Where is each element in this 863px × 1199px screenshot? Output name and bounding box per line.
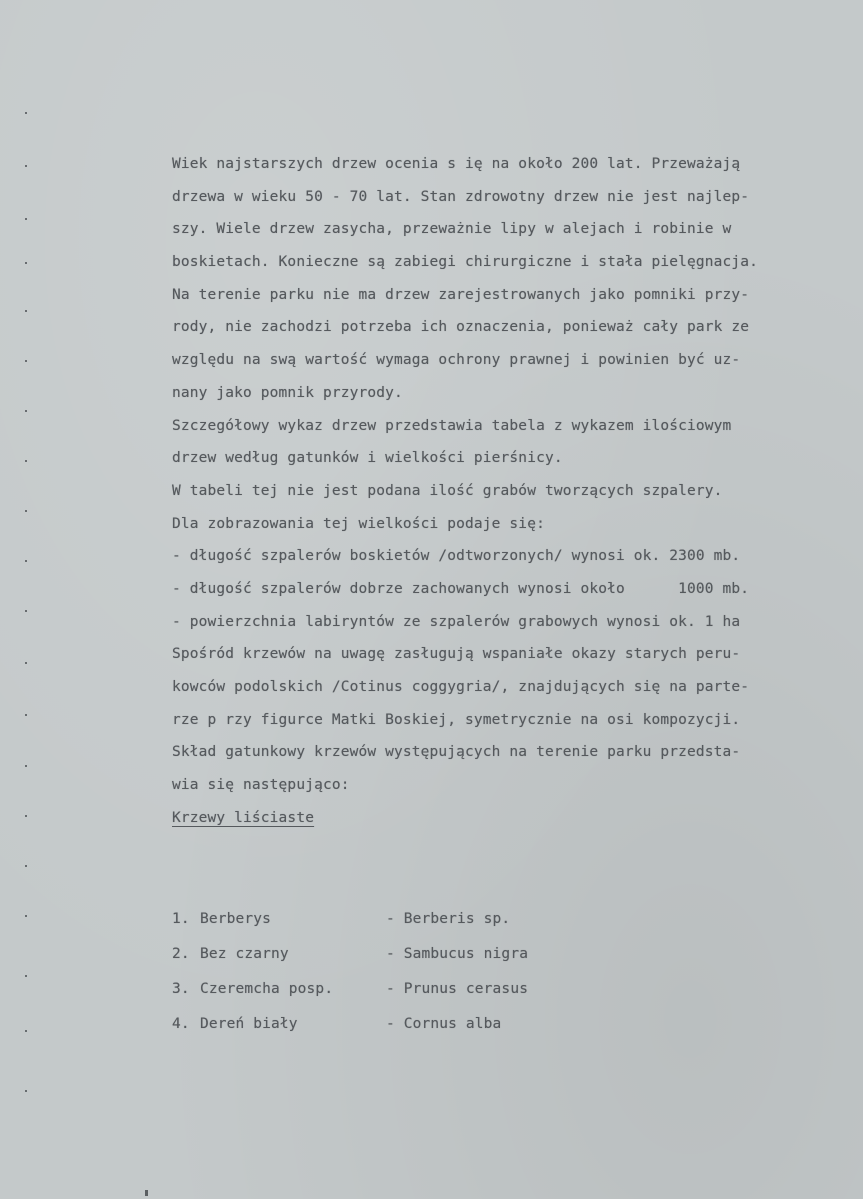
list-item-polish-name: Berberys [200,911,272,927]
list-item-latin-name: - Sambucus nigra [386,946,529,962]
margin-mark [25,560,27,562]
text-line: wia się następująco: [172,777,350,794]
text-line: - długość szpalerów dobrze zachowanych wynosi około 1000 mb. [172,580,750,597]
margin-mark [25,165,27,167]
text-line: kowców podolskich /Cotinus coggygria/, znajdujących się na parte- [172,679,750,695]
margin-mark [25,112,27,114]
list-item-latin-name: - Prunus cerasus [386,981,529,997]
margin-mark [25,410,27,412]
margin-mark [25,1090,27,1092]
list-item-number: 2. [172,946,190,962]
list-item [172,937,692,972]
section-heading: Krzewy liściaste [172,809,315,826]
page-edge-mark [145,1190,148,1196]
margin-mark [25,765,27,767]
list-item-number: 1. [172,911,190,927]
list-item [172,902,692,937]
text-line: Dla zobrazowania tej wielkości podaje się: [172,515,545,532]
typed-text-block [172,148,842,834]
list-item-polish-name: Czeremcha posp. [200,981,334,997]
margin-mark [25,460,27,462]
list-item-number: 4. [172,1016,190,1032]
list-item-number: 3. [172,981,190,997]
text-line: nany jako pomnik przyrody. [172,384,403,401]
text-line: Skład gatunkowy krzewów występujących na terenie parku przedsta- [172,744,741,761]
margin-mark [25,610,27,612]
text-line: Szczegółowy wykaz drzew przedstawia tabela z wykazem ilościowym [172,417,732,434]
margin-mark [25,662,27,664]
list-item-latin-name: - Cornus alba [386,1016,502,1032]
text-line: drzewa w wieku 50 - 70 lat. Stan zdrowotny drzew nie jest najlep- [172,188,750,205]
margin-mark [25,310,27,312]
margin-mark [25,815,27,817]
text-line: boskietach. Konieczne są zabiegi chirurgiczne i stała pielęgnacja. [172,254,759,271]
text-line: W tabeli tej nie jest podana ilość grabów tworzących szpalery. [172,482,723,499]
margin-mark [25,975,27,977]
margin-mark [25,865,27,867]
text-line: rody, nie zachodzi potrzeba ich oznaczenia, ponieważ cały park ze [172,319,750,336]
list-item [172,972,692,1007]
text-line: - długość szpalerów boskietów /odtworzonych/ wynosi ok. 2300 mb. [172,548,741,565]
margin-mark [25,360,27,362]
list-item-polish-name: Bez czarny [200,946,289,962]
text-line: - powierzchnia labiryntów ze szpalerów grabowych wynosi ok. 1 ha [172,613,741,630]
margin-mark [25,915,27,917]
list-item-polish-name: Dereń biały [200,1016,298,1032]
text-line: Na terenie parku nie ma drzew zarejestrowanych jako pomniki przy- [172,286,750,303]
margin-mark [25,218,27,220]
text-line: względu na swą wartość wymaga ochrony prawnej i powinien być uz- [172,352,741,369]
text-line: rze p rzy figurce Matki Boskiej, symetrycznie na osi kompozycji. [172,711,741,728]
text-line: drzew według gatunków i wielkości pierśnicy. [172,450,563,467]
text-line: Spośród krzewów na uwagę zasługują wspaniałe okazy starych peru- [172,646,741,663]
text-line: szy. Wiele drzew zasycha, przeważnie lipy w alejach i robinie w [172,221,732,238]
list-item-latin-name: - Berberis sp. [386,911,511,927]
margin-mark [25,510,27,512]
margin-mark [25,1030,27,1032]
margin-mark [25,262,27,264]
text-line: Wiek najstarszych drzew ocenia s ię na około 200 lat. Przeważają [172,156,741,172]
margin-mark [25,714,27,716]
shrub-list [172,902,692,1042]
list-item [172,1007,692,1042]
